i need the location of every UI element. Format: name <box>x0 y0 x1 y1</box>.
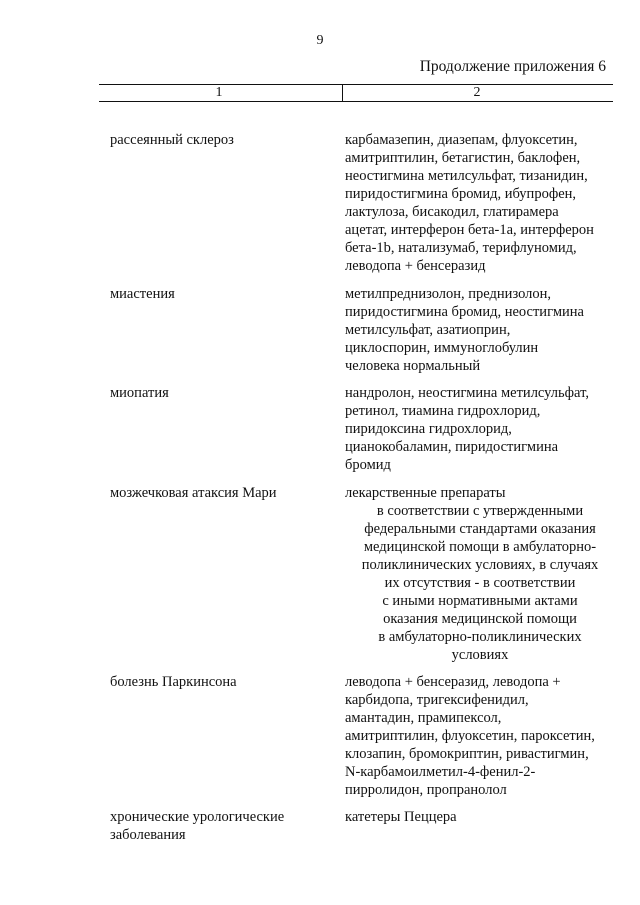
drug-line: условиях <box>451 647 509 663</box>
drug-line: ретинол, тиамина гидрохлорид, <box>345 403 541 419</box>
drug-list <box>345 285 615 375</box>
disease-line: миастения <box>110 286 175 302</box>
page-number: 9 <box>316 33 324 48</box>
drug-line: оказания медицинской помощи <box>383 611 577 627</box>
drug-line: амитриптилин, бетагистин, баклофен, <box>345 150 581 166</box>
drug-line: лактулоза, бисакодил, глатирамера <box>345 204 559 220</box>
drug-line: амантадин, прамипексол, <box>345 710 502 726</box>
drug-line: лекарственные препараты <box>345 485 506 501</box>
column-header-1: 1 <box>215 85 223 100</box>
drug-line: леводопа + бенсеразид <box>345 258 486 274</box>
drug-line: бета-1b, натализумаб, терифлуномид, <box>345 240 577 256</box>
drug-list <box>345 131 615 275</box>
drug-line: неостигмина метилсульфат, тизанидин, <box>345 168 588 184</box>
drug-line: метилсульфат, азатиоприн, <box>345 322 511 338</box>
disease-line: заболевания <box>110 827 186 843</box>
drug-line: N-карбамоилметил-4-фенил-2- <box>345 764 536 780</box>
drug-line: пиридостигмина бромид, ибупрофен, <box>345 186 577 202</box>
disease-name <box>110 484 325 502</box>
drug-line: нандролон, неостигмина метилсульфат, <box>345 385 589 401</box>
disease-name <box>110 285 325 303</box>
disease-line: мозжечковая атаксия Мари <box>110 485 277 501</box>
drug-line: ацетат, интерферон бета-1а, интерферон <box>345 222 594 238</box>
drug-line: в соответствии с утвержденными <box>376 503 584 519</box>
drug-line: бромид <box>345 457 391 473</box>
disease-name <box>110 131 325 149</box>
drug-line: пирролидон, пропранолол <box>345 782 507 798</box>
drug-list <box>345 484 615 664</box>
table-header-column-separator <box>342 84 343 101</box>
table-header-bottom-rule <box>99 101 613 102</box>
disease-line: миопатия <box>110 385 169 401</box>
drug-line: амитриптилин, флуоксетин, пароксетин, <box>345 728 595 744</box>
drug-line: метилпреднизолон, преднизолон, <box>345 286 552 302</box>
drug-line: пиридостигмина бромид, неостигмина <box>345 304 584 320</box>
drug-line: медицинской помощи в амбулаторно- <box>363 539 597 555</box>
disease-line: рассеянный склероз <box>110 132 234 148</box>
disease-line: хронические урологические <box>110 809 285 825</box>
drug-line: с иными нормативными актами <box>382 593 578 609</box>
drug-line: их отсутствия - в соответствии <box>384 575 576 591</box>
disease-name <box>110 808 325 844</box>
drug-line: цианокобаламин, пиридостигмина <box>345 439 559 455</box>
drug-list <box>345 384 615 474</box>
drug-line: циклоспорин, иммуноглобулин <box>345 340 539 356</box>
appendix-continuation-label: Продолжение приложения 6 <box>419 58 606 75</box>
drug-line: пиридоксина гидрохлорид, <box>345 421 512 437</box>
disease-line: болезнь Паркинсона <box>110 674 237 690</box>
drug-line: леводопа + бенсеразид, леводопа + <box>345 674 561 690</box>
drug-line: карбамазепин, диазепам, флуоксетин, <box>345 132 578 148</box>
drug-line: карбидопа, тригексифенидил, <box>345 692 529 708</box>
disease-name <box>110 673 325 691</box>
drug-line: поликлинических условиях, в случаях <box>361 557 599 573</box>
drug-list <box>345 673 615 799</box>
column-header-2: 2 <box>473 85 481 100</box>
drug-line: в амбулаторно-поликлинических <box>378 629 582 645</box>
disease-name <box>110 384 325 402</box>
drug-list <box>345 808 615 826</box>
table-header-top-rule <box>99 84 613 85</box>
drug-line: человека нормальный <box>345 358 481 374</box>
drug-line: клозапин, бромокриптин, ривастигмин, <box>345 746 589 762</box>
drug-line: катетеры Пеццера <box>345 809 457 825</box>
drug-line: федеральными стандартами оказания <box>364 521 596 537</box>
